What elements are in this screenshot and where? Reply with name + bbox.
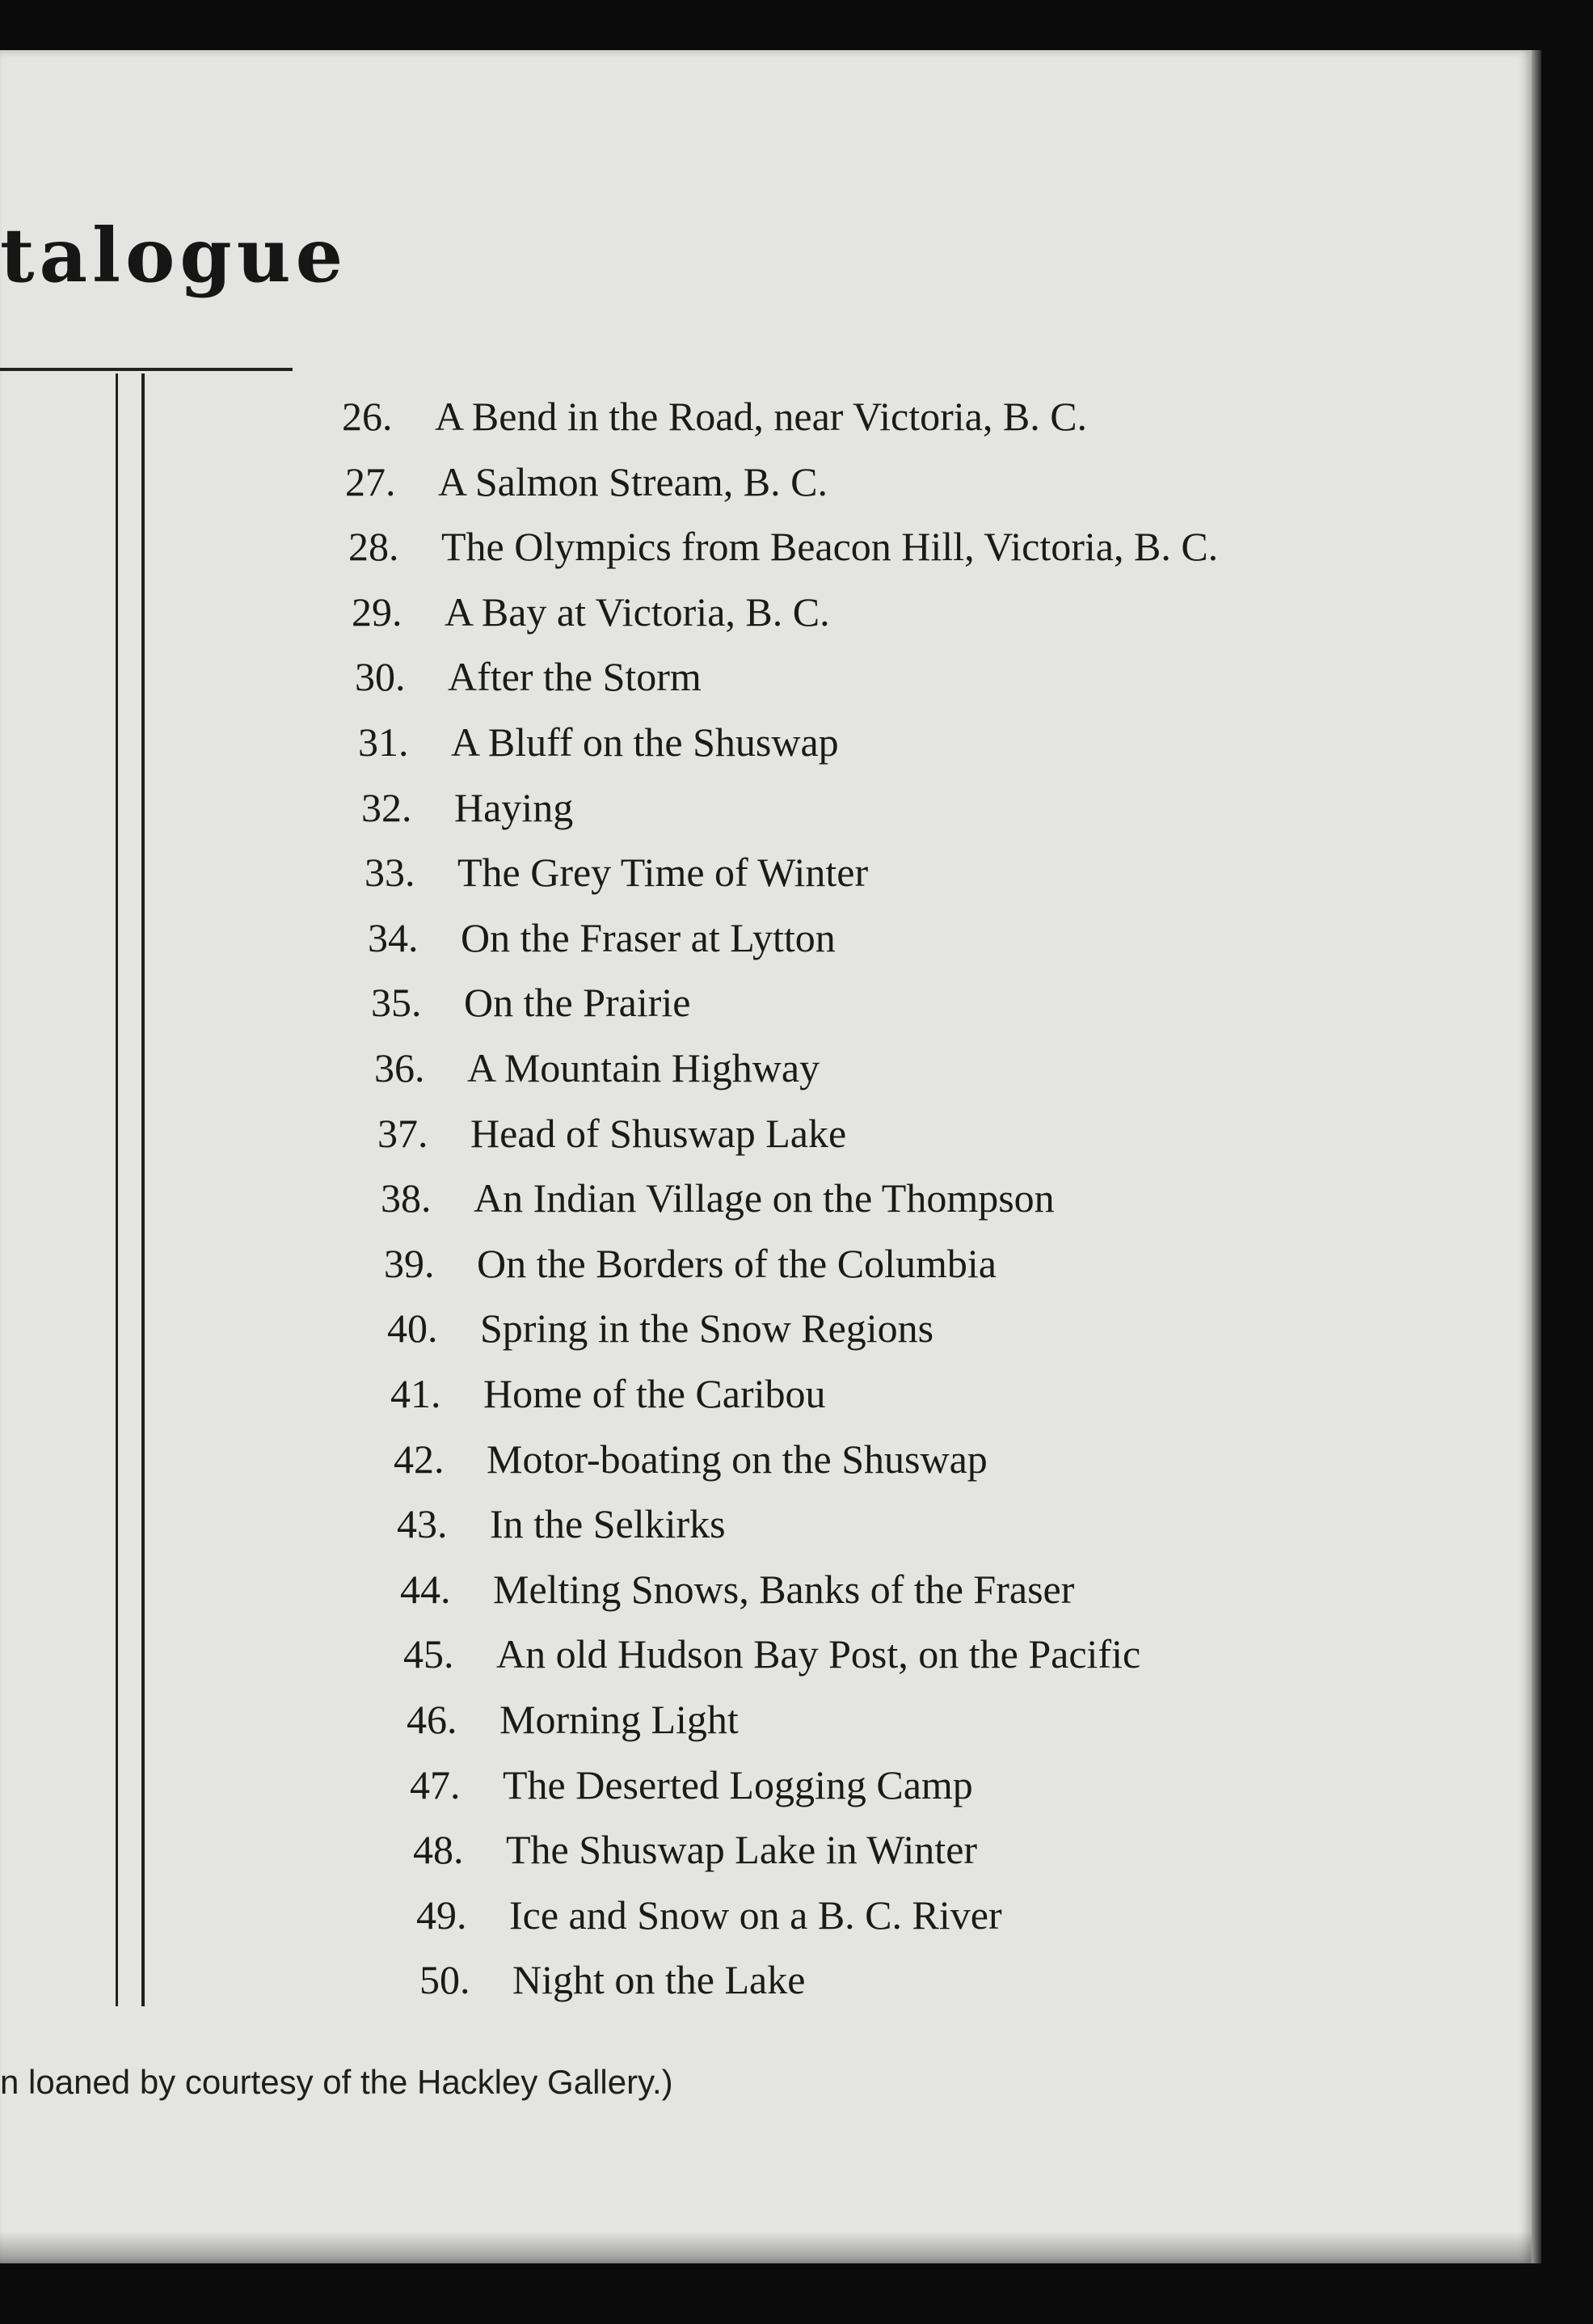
entry-number: 30. <box>355 654 406 700</box>
catalogue-entry <box>384 1240 997 1286</box>
entry-number: 44. <box>400 1566 451 1612</box>
entry-title: A Mountain Highway <box>467 1045 820 1090</box>
column-divider-left <box>116 373 118 2006</box>
entry-title: The Grey Time of Winter <box>457 850 869 896</box>
entry-title: On the Fraser at Lytton <box>461 914 836 960</box>
catalogue-entry <box>355 654 702 700</box>
entry-title: A Salmon Stream, B. C. <box>438 458 828 504</box>
entry-title: A Bend in the Road, near Victoria, B. C. <box>435 394 1088 439</box>
catalogue-entry <box>394 1436 988 1482</box>
column-divider-right <box>141 373 145 2006</box>
entry-title: The Shuswap Lake in Winter <box>506 1827 978 1873</box>
entry-title: Spring in the Snow Regions <box>480 1305 934 1352</box>
entry-title: On the Prairie <box>464 980 691 1026</box>
catalogue-entry <box>361 784 574 830</box>
entry-title: On the Borders of the Columbia <box>477 1240 997 1286</box>
entry-number: 48. <box>413 1827 464 1873</box>
entry-title: Motor-boating on the Shuswap <box>487 1436 988 1482</box>
entry-number: 46. <box>407 1697 457 1742</box>
catalogue-title: talogue <box>0 212 348 299</box>
entry-number: 31. <box>358 719 409 765</box>
entry-number: 32. <box>361 784 412 830</box>
entry-title: Home of the Caribou <box>483 1371 826 1416</box>
entry-title: A Bluff on the Shuswap <box>451 719 839 765</box>
catalogue-entry <box>348 524 1219 570</box>
catalogue-entry <box>410 1761 973 1807</box>
entry-title: The Deserted Logging Camp <box>503 1761 973 1807</box>
entry-number: 50. <box>419 1957 470 2003</box>
entry-number: 47. <box>410 1761 461 1807</box>
entry-number: 41. <box>390 1371 441 1416</box>
entry-title: Melting Snows, Banks of the Fraser <box>493 1566 1075 1612</box>
footnote: n loaned by courtesy of the Hackley Gallery.) <box>0 2063 673 2101</box>
entry-title: After the Storm <box>448 654 702 700</box>
entry-title: In the Selkirks <box>490 1501 726 1547</box>
catalogue-entry <box>387 1305 934 1352</box>
entry-number: 39. <box>384 1240 435 1286</box>
catalogue-entry <box>407 1699 739 1740</box>
catalogue-entry <box>413 1827 978 1873</box>
entry-number: 37. <box>377 1110 428 1156</box>
entry-number: 45. <box>403 1631 454 1677</box>
entry-number: 43. <box>397 1501 448 1547</box>
entry-number: 34. <box>368 914 419 960</box>
entry-number: 38. <box>381 1175 432 1221</box>
entry-title: Night on the Lake <box>512 1957 806 2003</box>
entry-title: Haying <box>454 784 574 830</box>
entry-title: An old Hudson Bay Post, on the Pacific <box>496 1631 1141 1677</box>
catalogue-entry <box>342 396 1087 437</box>
title-underline <box>0 368 293 371</box>
entry-number: 42. <box>394 1436 445 1482</box>
entry-title: A Bay at Victoria, B. C. <box>445 588 830 635</box>
entry-title: The Olympics from Beacon Hill, Victoria, B. C. <box>441 524 1219 570</box>
catalogue-entry <box>390 1373 826 1414</box>
page-edge-shadow <box>1532 50 1541 2263</box>
entry-title: Ice and Snow on a B. C. River <box>509 1892 1002 1938</box>
entry-title: An Indian Village on the Thompson <box>474 1175 1055 1221</box>
entry-number: 49. <box>416 1892 467 1938</box>
entry-number: 26. <box>342 394 393 439</box>
catalogue-entry <box>358 719 839 765</box>
page-bottom-shadow <box>0 2231 1532 2263</box>
entry-number: 36. <box>374 1045 425 1090</box>
entry-number: 33. <box>365 850 415 896</box>
entry-number: 40. <box>387 1305 438 1352</box>
catalogue-entry <box>352 588 830 635</box>
catalogue-entry <box>403 1631 1141 1677</box>
entry-number: 29. <box>352 588 402 635</box>
catalogue-entry <box>419 1957 806 2003</box>
catalogue-entry <box>397 1501 726 1547</box>
catalogue-entry <box>365 850 869 896</box>
entry-title: Morning Light <box>499 1697 739 1742</box>
catalogue-entry <box>368 914 836 960</box>
catalogue-entry <box>345 458 828 504</box>
entry-title: Head of Shuswap Lake <box>470 1110 847 1156</box>
entry-number: 28. <box>348 524 399 570</box>
catalogue-entry <box>381 1175 1055 1221</box>
entry-number: 27. <box>345 458 396 504</box>
entry-number: 35. <box>371 980 422 1026</box>
catalogue-entry <box>416 1892 1002 1938</box>
catalogue-entry <box>377 1110 847 1156</box>
catalogue-entry <box>374 1045 820 1090</box>
catalogue-entry <box>371 980 691 1026</box>
catalogue-entry <box>400 1566 1075 1612</box>
